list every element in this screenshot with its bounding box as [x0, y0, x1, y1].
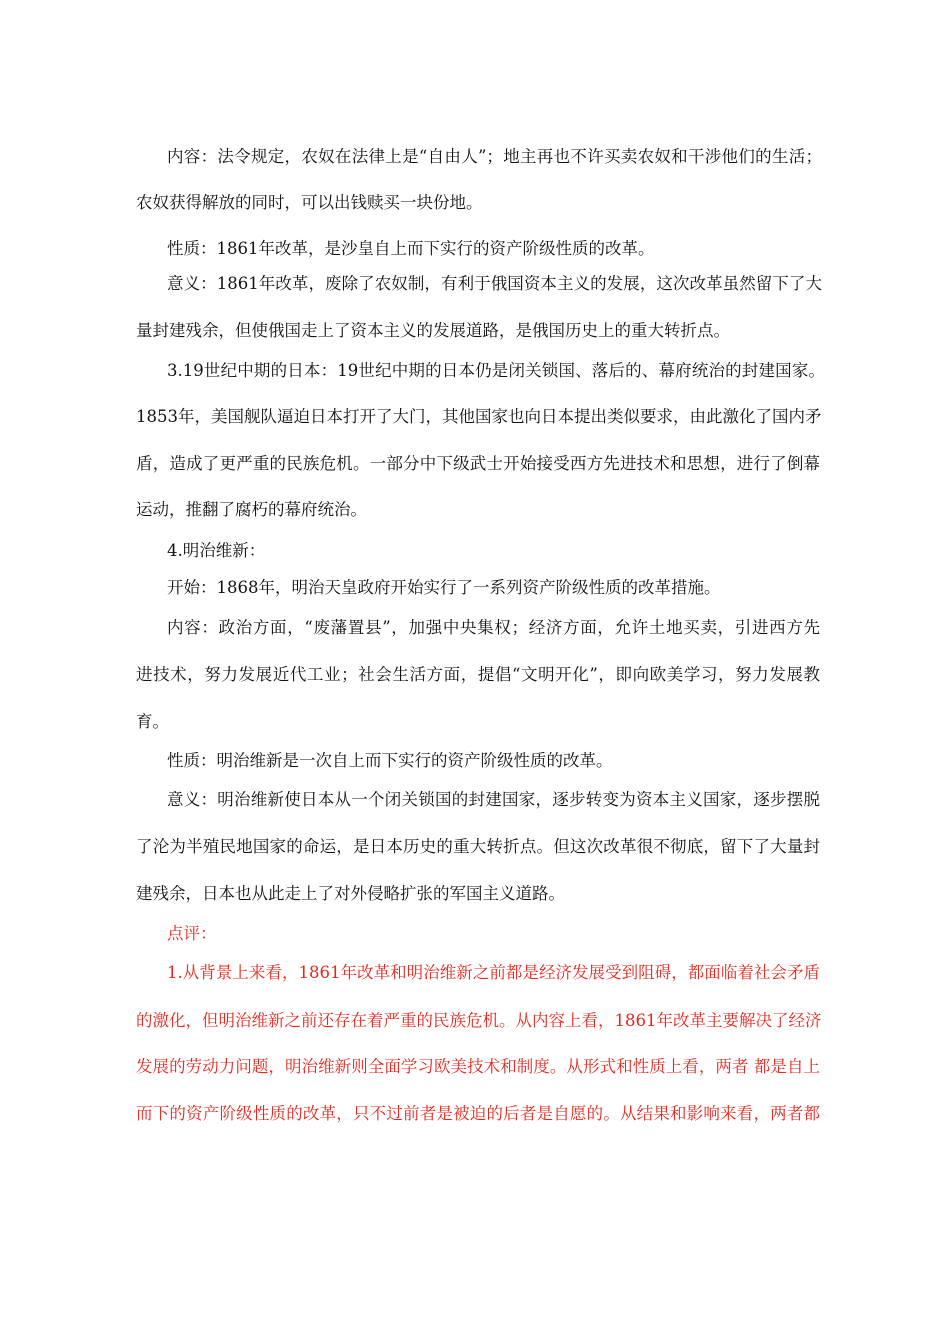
paragraph-line: 3.19世纪中期的日本：19世纪中期的日本仍是闭关锁国、落后的、幕府统治的封建国家。	[167, 361, 825, 380]
paragraph-line: 运动，推翻了腐朽的幕府统治。	[136, 500, 367, 519]
paragraph-line: 农奴获得解放的同时，可以出钱赎买一块份地。	[136, 193, 483, 212]
comment-line: 而下的资产阶级性质的改革，只不过前者是被迫的后者是自愿的。从结果和影响来看，两者都	[136, 1104, 820, 1123]
paragraph-line: 了沦为半殖民地国家的命运，是日本历史的重大转折点。但这次改革很不彻底，留下了大量封	[136, 837, 820, 856]
section-heading: 4.明治维新：	[167, 541, 266, 560]
paragraph-line: 进技术，努力发展近代工业；社会生活方面，提倡“文明开化”，即向欧美学习，努力发展教	[136, 665, 820, 684]
paragraph-line: 盾，造成了更严重的民族危机。一部分中下级武士开始接受西方先进技术和思想，进行了倒幕	[136, 454, 820, 473]
paragraph-line: 意义：明治维新使日本从一个闭关锁国的封建国家，逐步转变为资本主义国家，逐步摆脱	[167, 790, 820, 809]
paragraph-line: 性质：1861年改革，是沙皇自上而下实行的资产阶级性质的改革。	[167, 239, 655, 258]
paragraph-line: 育。	[136, 712, 169, 731]
paragraph-line: 建残余，日本也从此走上了对外侵略扩张的军国主义道路。	[136, 884, 565, 903]
paragraph-line: 1853年，美国舰队逼迫日本打开了大门，其他国家也向日本提出类似要求，由此激化了国内矛	[136, 407, 822, 426]
comment-line: 1.从背景上来看，1861年改革和明治维新之前都是经济发展受到阻碍，都面临着社会矛盾	[167, 963, 820, 982]
paragraph-line: 性质：明治维新是一次自上而下实行的资产阶级性质的改革。	[167, 751, 613, 770]
comment-heading: 点评：	[167, 924, 217, 943]
paragraph-line: 内容：法令规定，农奴在法律上是“自由人”；地主再也不许买卖农奴和干涉他们的生活；	[167, 147, 822, 166]
comment-line: 发展的劳动力问题，明治维新则全面学习欧美技术和制度。从形式和性质上看，两者 都是自上	[136, 1057, 820, 1076]
paragraph-line: 开始：1868年，明治天皇政府开始实行了一系列资产阶级性质的改革措施。	[167, 578, 721, 597]
comment-line: 的激化，但明治维新之前还存在着严重的民族危机。从内容上看，1861年改革主要解决了经济	[136, 1011, 822, 1030]
paragraph-line: 意义：1861年改革，废除了农奴制，有利于俄国资本主义的发展，这次改革虽然留下了大	[167, 274, 822, 293]
paragraph-line: 量封建残余，但使俄国走上了资本主义的发展道路，是俄国历史上的重大转折点。	[136, 321, 730, 340]
paragraph-line: 内容：政治方面，“废藩置县”，加强中央集权；经济方面，允许土地买卖，引进西方先	[167, 618, 820, 637]
